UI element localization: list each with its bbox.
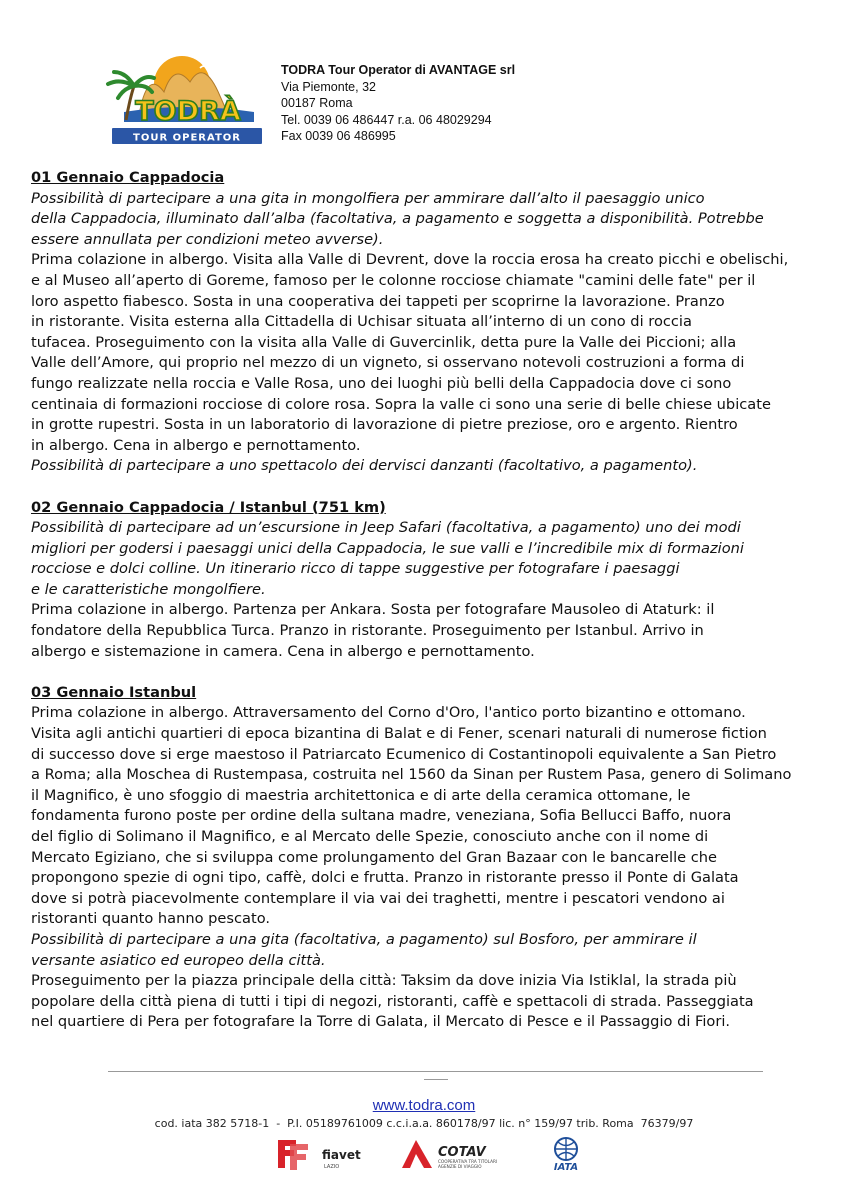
itinerary-line: Prima colazione in albergo. Attraversamento del Corno d'Oro, l'antico porto bizantino e ottomano. [31, 704, 746, 722]
itinerary-line: del figlio di Solimano il Magnifico, e al Mercato delle Spezie, conosciuto anche con il nome di [31, 828, 709, 845]
address-line: Via Piemonte, 32 [281, 79, 376, 94]
itinerary-line: fungo realizzate nella roccia e Valle Rosa, uno dei luoghi più belli della Cappadocia dove ci sono [31, 374, 732, 392]
cotav-sub-2: AGENZIE DI VIAGGIO [438, 1164, 482, 1169]
day-title: 01 Gennaio Cappadocia [31, 169, 225, 186]
optional-excursion-line: versante asiatico ed europeo della città. [31, 951, 326, 969]
itinerary-line: Valle dell’Amore, qui proprio nel mezzo di un vigneto, si osservano notevoli costruzioni a forma di [31, 354, 745, 372]
itinerary-line: Prima colazione in albergo. Visita alla Valle di Devrent, dove la roccia erosa ha creato picchi e obelischi, [31, 251, 789, 269]
itinerary-line: nel quartiere di Pera per fotografare la Torre di Galata, il Mercato di Pesce e il Passaggio di Fiori. [31, 1013, 731, 1031]
optional-excursion-line: e le caratteristiche mongolfiere. [31, 580, 266, 598]
optional-excursion-line: essere annullata per condizioni meteo avverse). [31, 230, 384, 248]
itinerary-line: fondamenta furono poste per ordine della sultana madre, veneziana, Sofia Bellucci Baffo, nuora [31, 807, 732, 825]
itinerary-line: Proseguimento per la piazza principale della città: Taksim da dove inizia Via Istiklal, la strada più [31, 972, 737, 990]
itinerary [31, 168, 831, 1054]
footer-divider-mark [424, 1079, 448, 1080]
itinerary-line: in ristorante. Visita esterna alla Cittadella di Uchisar situata all’interno di un cono di roccia [31, 313, 692, 331]
itinerary-line: albergo e sistemazione in camera. Cena in albergo e pernottamento. [31, 642, 535, 660]
registration-line: cod. iata 382 5718-1 - P.I. 05189761009 c.c.i.a.a. 860178/97 lic. n° 159/97 trib. Roma 76379/97 [154, 1117, 694, 1130]
website-link[interactable]: www.todra.com [372, 1097, 476, 1114]
company-name: TODRA Tour Operator di AVANTAGE srl [281, 63, 516, 77]
address-line: 00187 Roma [281, 96, 353, 110]
day-section [31, 168, 831, 477]
itinerary-line: Visita agli antichi quartieri di epoca bizantina di Balat e di Fener, scenari naturali di numerose fiction [31, 725, 767, 743]
fiavet-logo [276, 1136, 368, 1172]
fiavet-name: fiavet [322, 1148, 361, 1162]
itinerary-line: il Magnifico, è uno sfoggio di maestria architettonica e di arte della ceramica ottomane, le [31, 786, 691, 804]
itinerary-line: e al Museo all’aperto di Goreme, famoso per le colonne rocciose chiamate "camini delle fate" per il [31, 271, 756, 289]
optional-excursion-line: della Cappadocia, illuminato dall’alba (facoltativa, a pagamento e soggetta a disponibilità. Potrebbe [31, 210, 764, 228]
itinerary-line: loro aspetto fiabesco. Sosta in una cooperativa dei tappeti per scoprirne la lavorazione. Pranzo [31, 292, 725, 310]
itinerary-line: in grotte rupestri. Sosta in un laboratorio di lavorazione di pietre preziose, oro e argento. Rientro [31, 416, 738, 434]
itinerary-line: di successo dove si erge maestoso il Patriarcato Ecumenico di Costantinopoli equivalente a San Pietro [31, 745, 777, 763]
cotav-name: COTAV [438, 1145, 486, 1160]
company-info [281, 62, 515, 145]
day-section [31, 498, 831, 663]
optional-excursion-line: Possibilità di partecipare ad un’escursione in Jeep Safari (facoltativa, a pagamento) uno dei modi [31, 519, 741, 537]
day-title: 02 Gennaio Cappadocia / Istanbul (751 km) [31, 498, 386, 516]
logo-tagline: TOUR OPERATOR [133, 132, 241, 144]
iata-name: IATA [553, 1162, 579, 1172]
optional-excursion-line: Possibilità di partecipare a una gita (facoltativa, a pagamento) sul Bosforo, per ammirare il [31, 930, 697, 948]
optional-excursion-line: migliori per godersi i paesaggi unici della Cappadocia, le sue valli e l’incredibile mix di formazioni [31, 539, 744, 557]
itinerary-line: popolare della città piena di tutti i tipi di negozi, ristoranti, caffè e spettacoli di strada. Passeggiata [31, 992, 754, 1010]
itinerary-line: fondatore della Repubblica Turca. Pranzo in ristorante. Proseguimento per Istanbul. Arrivo in [31, 622, 704, 640]
todra-logo [104, 52, 264, 148]
itinerary-line: Mercato Egiziano, che si sviluppa come prolungamento del Gran Bazaar con le bancarelle che [31, 848, 717, 866]
fax-line: Fax 0039 06 486995 [281, 129, 396, 143]
phone-line: Tel. 0039 06 486447 r.a. 06 48029294 [281, 112, 492, 127]
day-section [31, 683, 831, 1033]
itinerary-line: a Roma; alla Moschea di Rustempasa, costruita nel 1560 da Sinan per Rustem Pasa, genero di Solimano [31, 766, 792, 784]
itinerary-line: centinaia di formazioni rocciose di colore rosa. Sopra la valle ci sono una serie di belle chiese ubicate [31, 395, 771, 413]
itinerary-line: ristoranti quanto hanno pescato. [31, 910, 271, 928]
optional-excursion-line: Possibilità di partecipare a uno spettacolo dei dervisci danzanti (facoltativo, a pagamento). [31, 457, 698, 475]
iata-logo [540, 1136, 592, 1172]
itinerary-line: tufacea. Proseguimento con la visita alla Valle di Guvercinlik, detta pure la Valle dei Piccioni; alla [31, 333, 737, 351]
itinerary-line: propongono spezie di ogni tipo, caffè, dolci e frutta. Pranzo in ristorante presso il Ponte di Galata [31, 869, 739, 887]
itinerary-line: Prima colazione in albergo. Partenza per Ankara. Sosta per fotografare Mausoleo di Ataturk: il [31, 601, 715, 619]
cotav-sub-1: COOPERATIVA TRA TITOLARI [438, 1159, 498, 1164]
itinerary-line: dove si potrà piacevolmente contemplare il via vai dei traghetti, mentre i pescatori vendono ai [31, 889, 725, 907]
logo-brand-text: TODRÀ [135, 96, 241, 127]
footer-divider [108, 1071, 763, 1072]
fiavet-sub: LAZIO [324, 1164, 340, 1170]
optional-excursion-line: rocciose e dolci colline. Un itinerario ricco di tappe suggestive per fotografare i paesaggi [31, 560, 680, 578]
footer-website [0, 1097, 848, 1114]
optional-excursion-line: Possibilità di partecipare a una gita in mongolfiera per ammirare dall’alto il paesaggio unico [31, 189, 705, 207]
day-title: 03 Gennaio Istanbul [31, 683, 197, 701]
itinerary-line: in albergo. Cena in albergo e pernottamento. [31, 436, 361, 454]
cotav-logo [398, 1136, 502, 1172]
